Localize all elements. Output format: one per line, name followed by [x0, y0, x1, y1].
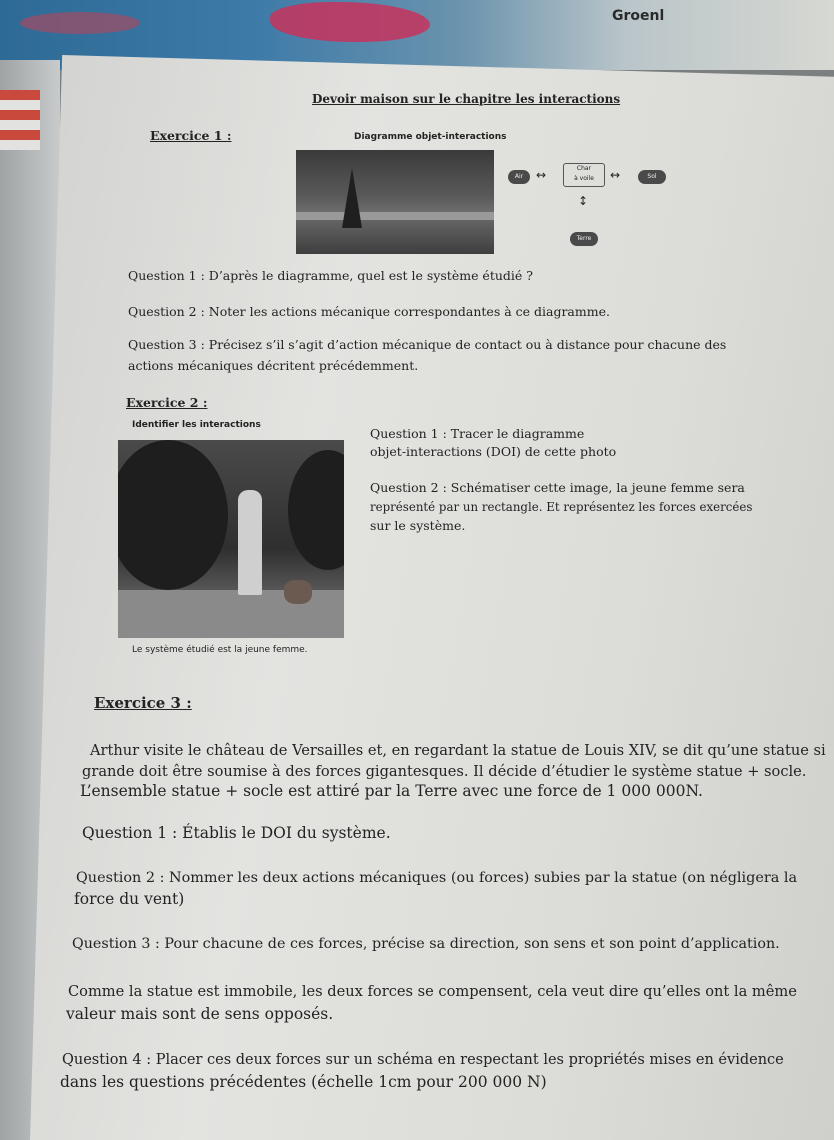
tree-shape [118, 440, 228, 590]
exercise3-heading: Exercice 3 : [94, 694, 192, 712]
diagram-node-center-line1: Char [576, 165, 592, 172]
ex3-question3: Question 3 : Pour chacune de ces forces, précise sa direction, son sens et son point d’application. [72, 936, 780, 952]
ex1-question3-cont: actions mécaniques décritent précédemment. [128, 358, 419, 373]
photo-caption-bottom: Le système étudié est la jeune femme. [132, 645, 308, 655]
vertical-arrow-icon: ↕ [578, 194, 589, 208]
exercise2-heading: Exercice 2 : [126, 395, 208, 410]
ex1-question3: Question 3 : Précisez s’il s’agit d’action mécanique de contact ou à distance pour chacune des [128, 337, 727, 352]
tree-shape [288, 450, 344, 570]
diagram-node-sol: Sol [638, 170, 666, 184]
diagram-node-center [563, 163, 605, 187]
dog-shape [284, 580, 312, 604]
ex2-line2: objet-interactions (DOI) de cette photo [370, 444, 617, 459]
map-land-shape [20, 12, 140, 34]
diagram-caption: Diagramme objet-interactions [354, 132, 507, 142]
ex2-line4: représenté par un rectangle. Et représentez les forces exercées [370, 500, 753, 514]
diagram-node-air: Air [508, 170, 530, 184]
ex3-note-line2: valeur mais sont de sens opposés. [66, 1005, 334, 1023]
ex1-question1: Question 1 : D’après le diagramme, quel est le système étudié ? [128, 268, 533, 283]
diagram-node-center-line2: à voile [574, 175, 594, 182]
double-arrow-icon: ↔ [536, 168, 547, 182]
ex3-question2: Question 2 : Nommer les deux actions mécaniques (ou forces) subies par la statue (on négligera la [76, 870, 798, 886]
map-label: Groenl [612, 8, 665, 24]
sail-shape [342, 168, 362, 228]
background-stripes [0, 90, 40, 150]
ex2-line3: Question 2 : Schématiser cette image, la jeune femme sera [370, 480, 745, 495]
ex3-intro-line1: Arthur visite le château de Versailles et, en regardant la statue de Louis XIV, se dit qu’une statue si [90, 742, 826, 759]
page-title: Devoir maison sur le chapitre les interactions [312, 92, 621, 106]
ex3-question4-cont: dans les questions précédentes (échelle 1cm pour 200 000 N) [60, 1073, 547, 1091]
ex2-line5: sur le système. [370, 518, 466, 533]
sea-shape [296, 212, 494, 220]
ex3-question2-cont: force du vent) [74, 890, 185, 908]
woman-shape [238, 490, 262, 595]
double-arrow-icon: ↔ [610, 168, 621, 182]
ex3-question4: Question 4 : Placer ces deux forces sur un schéma en respectant les propriétés mises en évidence [62, 1052, 784, 1068]
map-land-shape [270, 2, 430, 42]
ex3-note-line1: Comme la statue est immobile, les deux forces se compensent, cela veut dire qu’elles ont la même [68, 983, 797, 1000]
ex3-intro-line3: L’ensemble statue + socle est attiré par la Terre avec une force de 1 000 000N. [80, 782, 703, 800]
exercise1-heading: Exercice 1 : [150, 128, 232, 143]
ex2-line1: Question 1 : Tracer le diagramme [370, 426, 585, 441]
ex1-question2: Question 2 : Noter les actions mécanique correspondantes à ce diagramme. [128, 304, 610, 319]
woman-walking-dog-photo [118, 440, 344, 638]
sailboat-photo [296, 150, 494, 254]
ex3-question1: Question 1 : Établis le DOI du système. [82, 824, 391, 842]
ex3-intro-line2: grande doit être soumise à des forces gigantesques. Il décide d’étudier le système statue + socle. [82, 763, 807, 780]
photo-caption-top: Identifier les interactions [132, 420, 261, 430]
diagram-node-terre: Terre [570, 232, 598, 246]
